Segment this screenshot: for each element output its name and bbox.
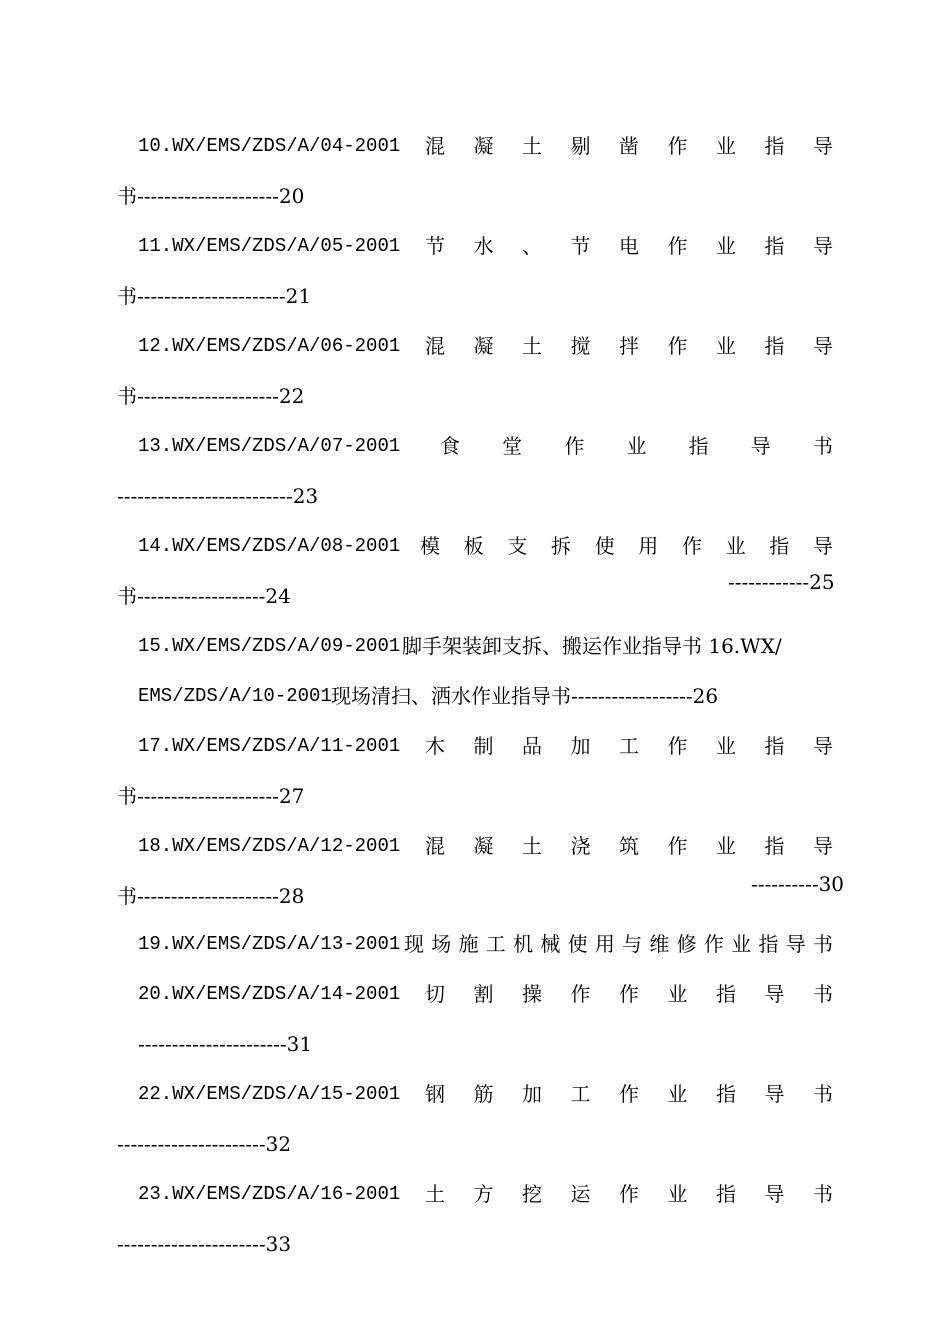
title-char: 作	[619, 1082, 639, 1106]
title-char: 导	[785, 932, 806, 956]
title-char: 指	[764, 134, 785, 158]
doc-code: 15.WX/EMS/ZDS/A/09-2001	[138, 635, 401, 657]
title-char: 作	[564, 434, 585, 458]
title-char: 挖	[522, 1182, 542, 1206]
title-char: 作	[703, 932, 724, 956]
title-char: 方	[473, 1182, 494, 1206]
doc-code: 22.WX/EMS/ZDS/A/15-2001	[138, 1083, 401, 1105]
toc-leader: 书----------------------21	[117, 284, 312, 308]
title-char: 现	[404, 932, 424, 956]
title-char: 导	[813, 234, 833, 258]
title-char: 浇	[570, 834, 591, 858]
title-char: 书	[812, 434, 833, 458]
title-char: 混	[425, 834, 445, 858]
title-char: 支	[507, 534, 528, 558]
title-char: 业	[716, 234, 736, 258]
title-char: 业	[716, 334, 736, 358]
title-char: 节	[425, 234, 445, 258]
toc-leader-side: ----------30	[751, 872, 845, 896]
title-char: 指	[716, 982, 736, 1006]
toc-leader: ----------------------33	[117, 1232, 292, 1256]
doc-title	[425, 1182, 833, 1206]
title-char: 指	[764, 734, 785, 758]
title-char: 导	[813, 834, 833, 858]
title-char: 导	[750, 434, 771, 458]
doc-code: 13.WX/EMS/ZDS/A/07-2001	[138, 435, 401, 457]
doc-code: 12.WX/EMS/ZDS/A/06-2001	[138, 335, 401, 357]
title-char: 节	[570, 234, 591, 258]
doc-title: 脚手架装卸支拆、搬运作业指导书 16.WX/	[402, 634, 782, 658]
title-char: 剔	[570, 134, 591, 158]
title-char: 水	[473, 234, 494, 258]
toc-leader: 书---------------------22	[117, 384, 305, 408]
title-char: 凝	[473, 834, 494, 858]
title-char: 施	[458, 932, 479, 956]
title-char: 械	[540, 932, 561, 956]
toc-leader: ----------------------32	[117, 1132, 292, 1156]
doc-code: 10.WX/EMS/ZDS/A/04-2001	[138, 135, 401, 157]
title-char: 制	[473, 734, 494, 758]
doc-code: 20.WX/EMS/ZDS/A/14-2001	[138, 983, 401, 1005]
toc-leader: 书---------------------28	[117, 884, 305, 908]
title-char: 业	[716, 734, 736, 758]
doc-title	[425, 134, 833, 158]
doc-title	[425, 734, 833, 758]
title-char: 凿	[619, 134, 639, 158]
title-char: 板	[463, 534, 484, 558]
toc-leader: 书---------------------27	[117, 784, 305, 808]
title-char: 与	[622, 932, 643, 956]
title-char: 导	[764, 982, 785, 1006]
title-char: 筑	[619, 834, 639, 858]
title-char: 指	[716, 1082, 736, 1106]
title-char: 土	[425, 1182, 445, 1206]
title-char: 、	[522, 234, 542, 258]
title-char: 操	[522, 982, 542, 1006]
title-char: 书	[812, 932, 833, 956]
title-char: 场	[431, 932, 452, 956]
title-char: 修	[676, 932, 697, 956]
title-char: 工	[619, 734, 639, 758]
title-char: 筋	[473, 1082, 494, 1106]
title-char: 指	[764, 234, 785, 258]
title-char: 钢	[425, 1082, 445, 1106]
doc-title	[404, 932, 833, 956]
toc-leader: 书---------------------20	[117, 184, 305, 208]
title-char: 业	[731, 932, 752, 956]
title-char: 指	[716, 1182, 736, 1206]
doc-title	[425, 334, 833, 358]
title-char: 作	[667, 834, 688, 858]
title-char: 导	[813, 734, 833, 758]
title-char: 混	[425, 134, 445, 158]
title-char: 指	[764, 834, 785, 858]
title-char: 作	[667, 334, 688, 358]
title-char: 业	[716, 134, 736, 158]
title-char: 书	[813, 1182, 833, 1206]
doc-code: 11.WX/EMS/ZDS/A/05-2001	[138, 235, 401, 257]
title-char: 拆	[550, 534, 571, 558]
title-char: 品	[522, 734, 542, 758]
doc-code: 23.WX/EMS/ZDS/A/16-2001	[138, 1183, 401, 1205]
title-char: 搅	[570, 334, 591, 358]
doc-title	[420, 534, 833, 558]
title-char: 木	[425, 734, 445, 758]
doc-title: 现场清扫、洒水作业指导书------------------26	[331, 684, 719, 708]
title-char: 导	[764, 1082, 785, 1106]
doc-title	[425, 234, 833, 258]
title-char: 食	[440, 434, 460, 458]
doc-title	[425, 1082, 833, 1106]
title-char: 土	[522, 134, 542, 158]
title-char: 业	[667, 1082, 688, 1106]
title-char: 作	[667, 734, 688, 758]
title-char: 凝	[473, 134, 494, 158]
title-char: 土	[522, 334, 542, 358]
doc-code: 17.WX/EMS/ZDS/A/11-2001	[138, 735, 401, 757]
title-char: 指	[688, 434, 709, 458]
title-char: 业	[667, 1182, 688, 1206]
title-char: 业	[626, 434, 647, 458]
title-char: 工	[485, 932, 506, 956]
title-char: 指	[758, 932, 779, 956]
title-char: 拌	[619, 334, 639, 358]
toc-leader: 书-------------------24	[117, 584, 291, 608]
doc-code: EMS/ZDS/A/10-2001	[138, 685, 332, 707]
title-char: 工	[570, 1082, 591, 1106]
title-char: 作	[570, 982, 591, 1006]
title-char: 导	[812, 534, 833, 558]
title-char: 加	[522, 1082, 542, 1106]
title-char: 业	[725, 534, 746, 558]
title-char: 使	[594, 534, 615, 558]
title-char: 运	[570, 1182, 591, 1206]
title-char: 加	[570, 734, 591, 758]
doc-code: 19.WX/EMS/ZDS/A/13-2001	[138, 933, 401, 955]
title-char: 业	[667, 982, 688, 1006]
title-char: 用	[638, 534, 659, 558]
title-char: 书	[813, 1082, 833, 1106]
title-char: 导	[813, 134, 833, 158]
toc-leader: --------------------------23	[117, 484, 319, 508]
doc-code: 18.WX/EMS/ZDS/A/12-2001	[138, 835, 401, 857]
title-char: 作	[619, 1182, 639, 1206]
title-char: 机	[513, 932, 534, 956]
title-char: 导	[764, 1182, 785, 1206]
title-char: 导	[813, 334, 833, 358]
title-char: 作	[619, 982, 639, 1006]
title-char: 割	[473, 982, 494, 1006]
title-char: 作	[667, 234, 688, 258]
title-char: 书	[813, 982, 833, 1006]
title-char: 切	[425, 982, 445, 1006]
title-char: 作	[667, 134, 688, 158]
doc-title	[440, 434, 833, 458]
title-char: 维	[649, 932, 670, 956]
title-char: 土	[522, 834, 542, 858]
title-char: 指	[769, 534, 790, 558]
toc-leader: ----------------------31	[138, 1032, 313, 1056]
title-char: 模	[420, 534, 440, 558]
title-char: 业	[716, 834, 736, 858]
title-char: 堂	[502, 434, 523, 458]
title-char: 用	[594, 932, 615, 956]
title-char: 作	[681, 534, 702, 558]
title-char: 使	[567, 932, 588, 956]
doc-title	[425, 834, 833, 858]
title-char: 指	[764, 334, 785, 358]
doc-code: 14.WX/EMS/ZDS/A/08-2001	[138, 535, 401, 557]
doc-title	[425, 982, 833, 1006]
toc-leader-side: ------------25	[728, 570, 835, 594]
title-char: 电	[619, 234, 639, 258]
title-char: 凝	[473, 334, 494, 358]
title-char: 混	[425, 334, 445, 358]
